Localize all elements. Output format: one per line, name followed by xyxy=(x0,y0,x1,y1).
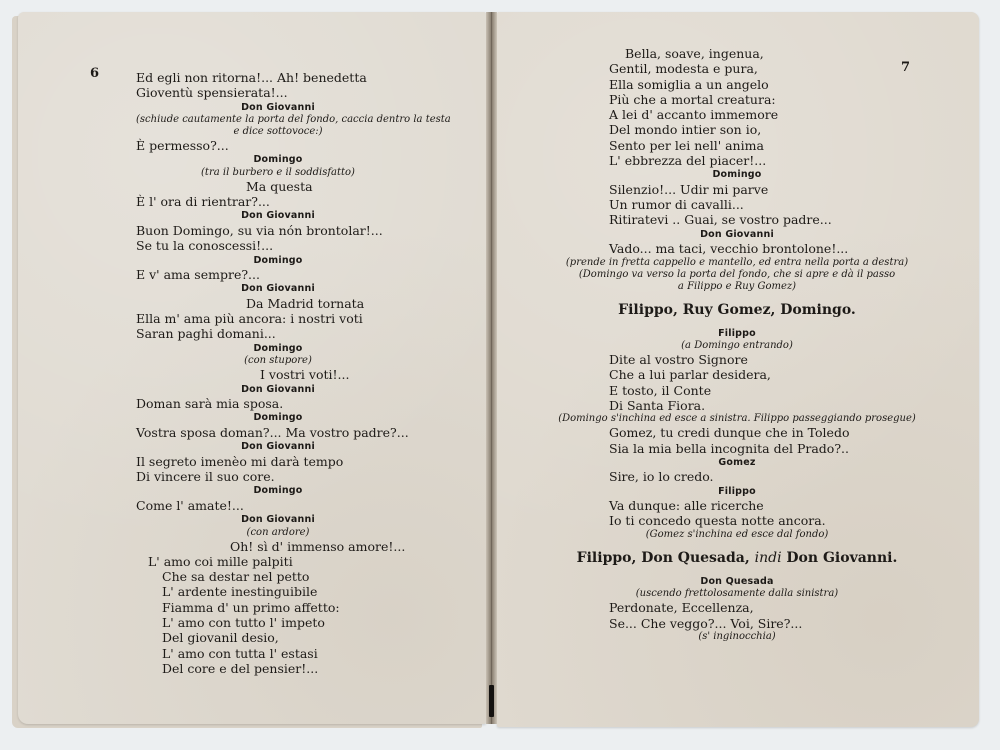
right-page xyxy=(497,12,979,727)
verse-line: Io ti concedo questa notte ancora. xyxy=(609,513,826,529)
stage-direction: (a Domingo entrando) xyxy=(681,340,793,352)
verse-line: Di vincere il suo core. xyxy=(136,468,275,484)
verse-line: Se... Che veggo?... Voi, Sire?... xyxy=(609,615,803,631)
verse-line: Ma questa xyxy=(246,178,313,194)
verse-line: Come l' amate!... xyxy=(136,497,244,513)
book-gutter xyxy=(486,12,497,724)
verse-line: E tosto, il Conte xyxy=(609,382,712,398)
stage-direction: (s' inginocchia) xyxy=(698,630,776,642)
speaker-name: Filippo xyxy=(718,327,756,339)
verse-line: Ritiratevi .. Guai, se vostro padre... xyxy=(609,212,832,228)
left-page-text xyxy=(136,70,451,676)
verse-line: Buon Domingo, su via nón brontolar!... xyxy=(136,222,383,238)
verse-line: I vostri voti!... xyxy=(260,367,350,383)
verse-line: Ed egli non ritorna!... Ah! benedetta xyxy=(136,70,367,85)
verse-line: Ella m' ama più ancora: i nostri voti xyxy=(136,311,363,327)
verse-line: Va dunque: alle ricerche xyxy=(609,498,764,514)
binding-staple xyxy=(489,685,494,717)
stage-direction: (Gomez s'inchina ed esce dal fondo) xyxy=(645,528,829,540)
verse-line: Del core e del pensier!... xyxy=(162,660,319,676)
page-number-left: 6 xyxy=(90,66,100,81)
verse-line: E v' ama sempre?... xyxy=(136,267,260,283)
speaker-name: Domingo xyxy=(253,254,303,266)
verse-line: Che a lui parlar desidera, xyxy=(609,367,771,383)
stage-direction: e dice sottovoce:) xyxy=(233,126,323,138)
speaker-name: Don Giovanni xyxy=(241,383,315,395)
verse-line: Gomez, tu credi dunque che in Toledo xyxy=(609,425,850,441)
stage-direction: (schiude cautamente la porta del fondo, caccia dentro la testa xyxy=(136,114,451,126)
speaker-name: Don Giovanni xyxy=(241,441,315,453)
verse-line: Un rumor di cavalli... xyxy=(609,197,744,213)
scene-heading: Filippo, Ruy Gomez, Domingo. xyxy=(618,301,856,318)
verse-line: Doman sarà mia sposa. xyxy=(136,396,284,412)
stage-direction: (tra il burbero e il soddisfatto) xyxy=(201,166,355,178)
speaker-name: Don Giovanni xyxy=(241,210,315,222)
speaker-name: Domingo xyxy=(253,412,303,424)
stage-direction: (con ardore) xyxy=(246,526,310,538)
verse-line: Sire, io lo credo. xyxy=(609,469,714,485)
verse-line: Silenzio!... Udir mi parve xyxy=(609,181,769,197)
stage-direction: (Domingo va verso la porta del fondo, che si apre e dà il passo xyxy=(578,268,896,280)
right-page-text xyxy=(527,46,947,643)
verse-line: L' amo coi mille palpiti xyxy=(148,553,293,569)
verse-line: L' amo con tutto l' impeto xyxy=(162,615,325,631)
verse-line: L' ardente inestinguibile xyxy=(162,584,318,600)
verse-line: Di Santa Fiora. xyxy=(609,397,706,413)
speaker-name: Don Giovanni xyxy=(241,514,315,526)
speaker-name: Domingo xyxy=(712,169,762,181)
verse-line: È permesso?... xyxy=(136,138,229,154)
verse-line: Del giovanil desio, xyxy=(162,630,279,646)
verse-line: Sia la mia bella incognita del Prado?.. xyxy=(609,440,849,456)
stage-direction: (uscendo frettolosamente dalla sinistra) xyxy=(635,588,839,600)
verse-line: Oh! sì d' immenso amore!... xyxy=(230,538,406,554)
verse-line: Il segreto imenèo mi darà tempo xyxy=(136,453,344,469)
verse-line: Sento per lei nell' anima xyxy=(609,137,764,153)
verse-line: A lei d' accanto immemore xyxy=(609,107,779,123)
verse-line: Che sa destar nel petto xyxy=(162,569,310,585)
stage-direction: (con stupore) xyxy=(244,355,312,367)
speaker-name: Gomez xyxy=(718,456,756,468)
verse-line: Vostra sposa doman?... Ma vostro padre?... xyxy=(136,424,409,440)
page-number-right: 7 xyxy=(901,60,911,75)
speaker-name: Filippo xyxy=(718,485,756,497)
verse-line: Dite al vostro Signore xyxy=(609,352,748,368)
verse-line: Fiamma d' un primo affetto: xyxy=(162,599,340,615)
verse-line: Se tu la conoscessi!... xyxy=(136,238,274,254)
left-page xyxy=(18,12,486,724)
verse-line: Saran paghi domani... xyxy=(136,326,276,342)
verse-line: L' amo con tutta l' estasi xyxy=(162,645,318,661)
verse-line: Gentil, modesta e pura, xyxy=(609,61,758,77)
speaker-name: Don Giovanni xyxy=(241,283,315,295)
speaker-name: Domingo xyxy=(253,485,303,497)
verse-line: Ella somiglia a un angelo xyxy=(609,76,769,92)
verse-line: Da Madrid tornata xyxy=(246,295,365,311)
verse-line: È l' ora di rientrar?... xyxy=(136,194,270,210)
verse-line: Bella, soave, ingenua, xyxy=(625,46,764,61)
speaker-name: Don Quesada xyxy=(700,575,774,587)
verse-line: Perdonate, Eccellenza, xyxy=(609,600,754,616)
verse-line: L' ebbrezza del piacer!... xyxy=(609,153,767,169)
stage-direction: (Domingo s'inchina ed esce a sinistra. Filippo passeggiando prosegue) xyxy=(558,413,916,425)
speaker-name: Don Giovanni xyxy=(700,228,774,240)
verse-line: Più che a mortal creatura: xyxy=(609,91,776,107)
speaker-name: Domingo xyxy=(253,342,303,354)
speaker-name: Don Giovanni xyxy=(241,101,315,113)
verse-line: Del mondo intier son io, xyxy=(609,122,762,138)
scene-heading: Filippo, Don Quesada, indi Don Giovanni. xyxy=(576,549,898,566)
stage-direction: a Filippo e Ruy Gomez) xyxy=(677,280,797,292)
verse-line: Gioventù spensierata!... xyxy=(136,85,288,101)
verse-line: Vado... ma taci, vecchio brontolone!... xyxy=(609,241,849,257)
speaker-name: Domingo xyxy=(253,154,303,166)
stage-direction: (prende in fretta cappello e mantello, ed entra nella porta a destra) xyxy=(565,256,909,268)
